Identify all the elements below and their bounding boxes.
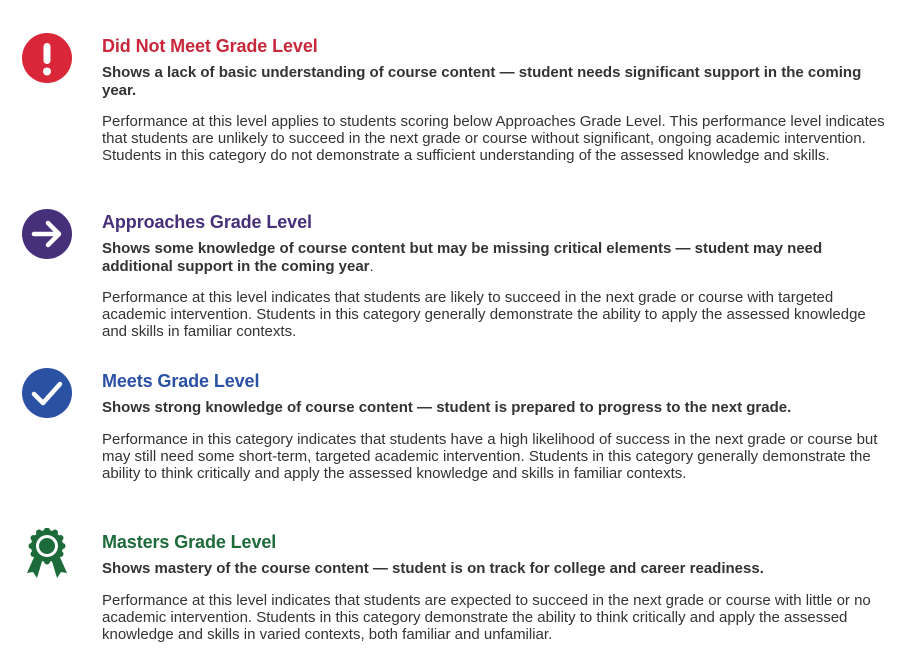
level-title: Meets Grade Level bbox=[102, 371, 260, 391]
level-summary: Shows a lack of basic understanding of course content — student needs significant support in the coming year. bbox=[102, 64, 862, 99]
summary-text: Shows some knowledge of course content but may be missing critical elements — student may need additional support in the coming year bbox=[102, 240, 823, 275]
level-summary bbox=[102, 240, 892, 275]
level-description: Performance at this level indicates that students are expected to succeed in the next grade or course with little or no academic intervention. Students in this category demonstrate the ability to think critically and apply the assessed knowledge and skills in varied contexts, both familiar and unfamiliar. bbox=[102, 591, 871, 643]
exclamation-icon bbox=[21, 32, 73, 84]
level-title: Masters Grade Level bbox=[102, 532, 277, 552]
level-summary: Shows mastery of the course content — student is on track for college and career readiness. bbox=[102, 560, 764, 577]
level-summary: Shows strong knowledge of course content — student is prepared to progress to the next grade. bbox=[102, 399, 792, 416]
level-description: Performance at this level applies to students scoring below Approaches Grade Level. This performance level indicates that students are unlikely to succeed in the next grade or course without significant, ongoing academic intervention. Students in this category do not demonstrate a sufficient understanding of the assessed knowledge and skills. bbox=[102, 113, 885, 164]
level-description: Performance at this level indicates that students are likely to succeed in the next grade or course with targeted academic intervention. Students in this category generally demonstrate the ability to apply the assessed knowledge and skills in familiar contexts. bbox=[102, 289, 866, 340]
level-description: Performance in this category indicates that students have a high likelihood of success in the next grade or course but may still need some short-term, targeted academic intervention. Students in this category generally demonstrate the ability to think critically and apply the assessed knowledge and skills in familiar contexts. bbox=[102, 430, 878, 482]
summary-period: . bbox=[369, 257, 374, 275]
level-title: Did Not Meet Grade Level bbox=[102, 36, 318, 56]
award-ribbon-icon bbox=[21, 528, 73, 580]
arrow-right-icon bbox=[21, 208, 73, 260]
checkmark-icon bbox=[21, 367, 73, 419]
level-title: Approaches Grade Level bbox=[102, 212, 312, 232]
